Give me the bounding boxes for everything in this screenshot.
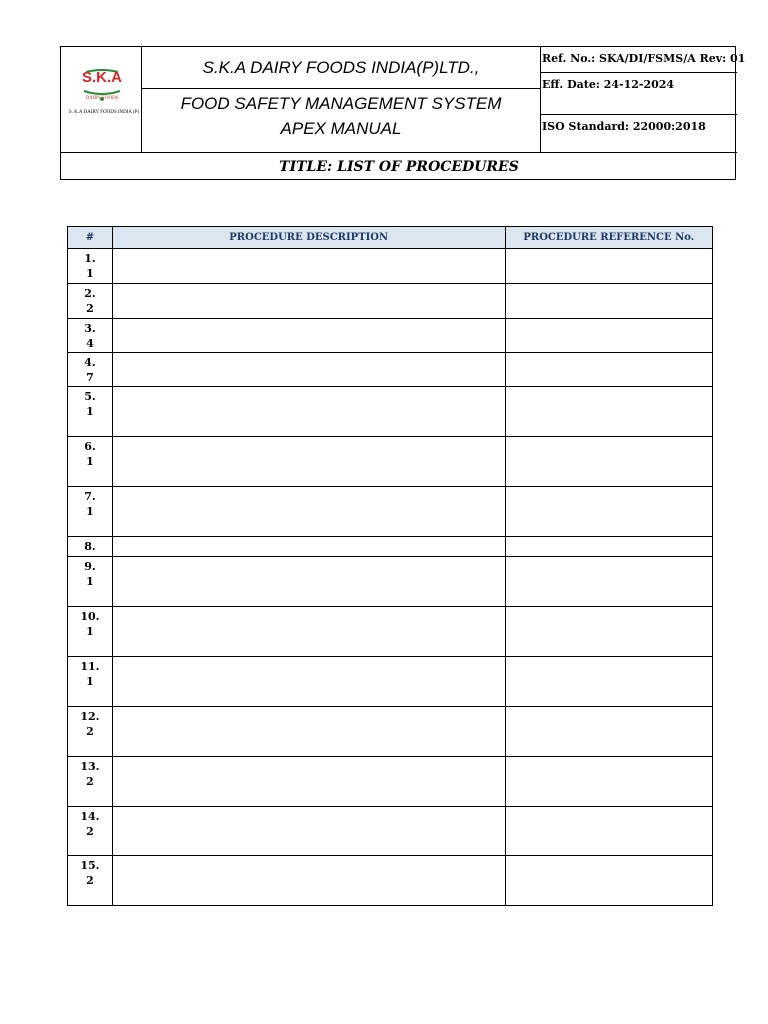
row-number-cell (68, 437, 113, 487)
company-name: S.K.A DAIRY FOODS INDIA(P)LTD., (202, 57, 480, 77)
description-cell[interactable] (112, 657, 505, 707)
reference-cell[interactable] (505, 607, 712, 657)
system-name: FOOD SAFETY MANAGEMENT SYSTEM (180, 94, 502, 113)
row-number: 15. (80, 859, 100, 872)
reference-cell[interactable] (505, 487, 712, 537)
table-row (68, 856, 713, 906)
document-title-cell (61, 152, 737, 180)
eff-date-cell (541, 73, 737, 115)
row-number: 5. (84, 390, 96, 403)
row-number-cell (68, 537, 113, 557)
logo-cell (61, 47, 142, 152)
description-cell[interactable] (112, 284, 505, 319)
row-sub-number: 1 (86, 505, 94, 518)
table-row (68, 757, 713, 807)
row-sub-number: 1 (86, 267, 94, 280)
row-number: 9. (84, 560, 96, 573)
row-number-cell (68, 557, 113, 607)
row-sub-number: 7 (86, 371, 94, 384)
row-sub-number: 2 (86, 874, 94, 887)
row-sub-number: 2 (86, 725, 94, 738)
procedures-table (67, 226, 713, 906)
table-row (68, 487, 713, 537)
reference-cell[interactable] (505, 807, 712, 856)
row-number-cell (68, 249, 113, 284)
table-row (68, 437, 713, 487)
row-number: 14. (80, 810, 100, 823)
reference-cell[interactable] (505, 537, 712, 557)
row-number: 6. (84, 440, 96, 453)
manual-name: APEX MANUAL (280, 119, 402, 138)
row-sub-number: 1 (86, 675, 94, 688)
reference-cell[interactable] (505, 387, 712, 437)
table-row (68, 284, 713, 319)
description-cell[interactable] (112, 856, 505, 906)
description-cell[interactable] (112, 249, 505, 284)
reference-cell[interactable] (505, 284, 712, 319)
reference-cell[interactable] (505, 657, 712, 707)
table-row (68, 557, 713, 607)
logo-tagline: DAIRY FOODS (85, 96, 119, 101)
table-row (68, 537, 713, 557)
logo-company-line: S. K.A DAIRY FOODS INDIA (P) (68, 110, 140, 115)
row-number-cell (68, 353, 113, 387)
description-cell[interactable] (112, 757, 505, 807)
document-header (60, 46, 746, 180)
eff-date: Eff. Date: 24-12-2024 (542, 78, 675, 91)
row-sub-number: 1 (86, 455, 94, 468)
table-row (68, 387, 713, 437)
row-number: 3. (84, 322, 96, 335)
row-sub-number: 1 (86, 405, 94, 418)
reference-cell[interactable] (505, 856, 712, 906)
row-number: 12. (80, 710, 100, 723)
row-number-cell (68, 757, 113, 807)
row-number: 10. (80, 610, 100, 623)
reference-cell[interactable] (505, 757, 712, 807)
row-number: 2. (84, 287, 96, 300)
row-sub-number: 2 (86, 775, 94, 788)
row-number-cell (68, 856, 113, 906)
row-number-cell (68, 319, 113, 353)
row-number-cell (68, 607, 113, 657)
document-title: TITLE: LIST OF PROCEDURES (279, 158, 519, 175)
row-number-cell (68, 387, 113, 437)
table-row (68, 249, 713, 284)
iso-standard: ISO Standard: 22000:2018 (542, 120, 706, 133)
table-row (68, 607, 713, 657)
row-number: 11. (80, 660, 100, 673)
description-cell[interactable] (112, 387, 505, 437)
ref-no: Ref. No.: SKA/DI/FSMS/A Rev: 01 (542, 52, 746, 65)
table-header-row (68, 227, 713, 249)
table-row (68, 807, 713, 856)
description-cell[interactable] (112, 707, 505, 757)
row-number-cell (68, 657, 113, 707)
row-number: 4. (84, 356, 96, 369)
description-cell[interactable] (112, 807, 505, 856)
system-name-cell (142, 89, 541, 152)
description-cell[interactable] (112, 437, 505, 487)
row-number: 7. (84, 490, 96, 503)
row-number: 8. (84, 540, 96, 553)
row-sub-number: 2 (86, 302, 94, 315)
row-sub-number: 1 (86, 625, 94, 638)
table-row (68, 707, 713, 757)
logo-brand-text: S.K.A (81, 69, 122, 86)
ref-no-cell (541, 47, 746, 73)
description-cell[interactable] (112, 353, 505, 387)
description-cell[interactable] (112, 537, 505, 557)
column-header-description: PROCEDURE DESCRIPTION (112, 227, 505, 249)
row-sub-number: 4 (86, 337, 94, 350)
row-number-cell (68, 284, 113, 319)
table-row (68, 319, 713, 353)
reference-cell[interactable] (505, 249, 712, 284)
reference-cell[interactable] (505, 353, 712, 387)
row-number: 13. (80, 760, 100, 773)
row-sub-number: 2 (86, 825, 94, 838)
description-cell[interactable] (112, 487, 505, 537)
column-header-number: # (68, 227, 113, 249)
row-number-cell (68, 487, 113, 537)
row-sub-number: 1 (86, 575, 94, 588)
description-cell[interactable] (112, 319, 505, 353)
reference-cell[interactable] (505, 557, 712, 607)
table-row (68, 657, 713, 707)
company-logo (64, 69, 140, 129)
description-cell[interactable] (112, 557, 505, 607)
iso-standard-cell (541, 115, 737, 152)
table-row (68, 353, 713, 387)
row-number: 1. (84, 252, 96, 265)
reference-cell[interactable] (505, 319, 712, 353)
row-number-cell (68, 807, 113, 856)
description-cell[interactable] (112, 607, 505, 657)
column-header-reference: PROCEDURE REFERENCE No. (505, 227, 712, 249)
reference-cell[interactable] (505, 707, 712, 757)
company-name-cell (142, 47, 541, 89)
row-number-cell (68, 707, 113, 757)
reference-cell[interactable] (505, 437, 712, 487)
